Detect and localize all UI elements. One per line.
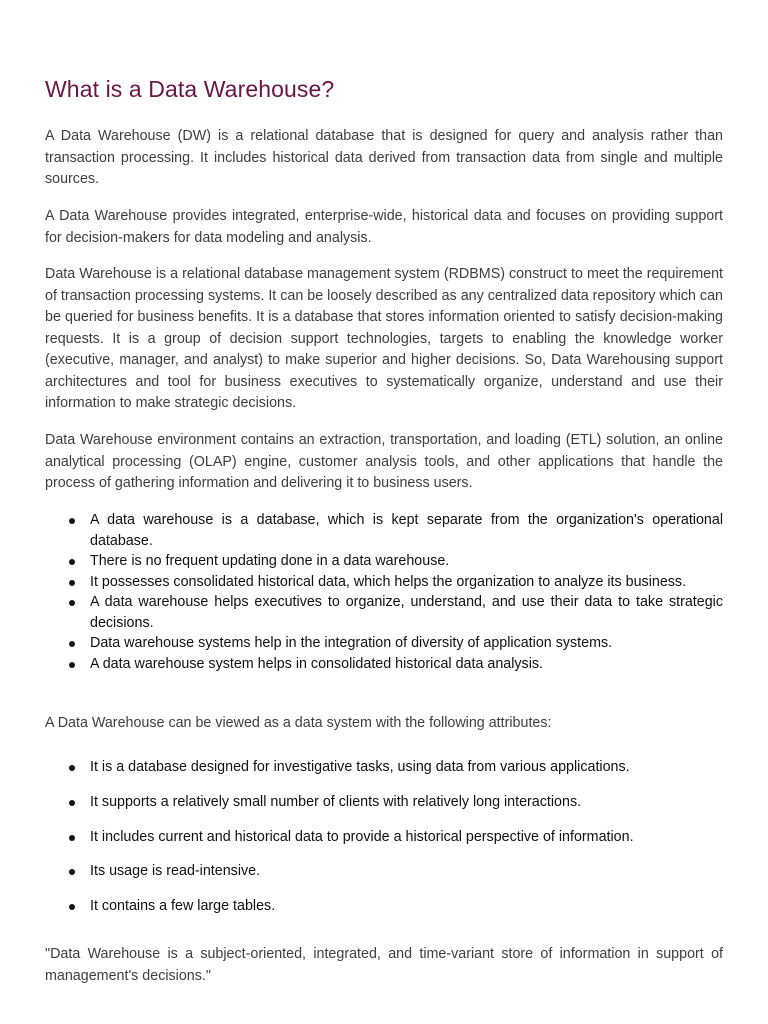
- list-item-text: A data warehouse helps executives to organize, understand, and use their data to take strategic decisions.: [90, 594, 723, 631]
- list-item-text: It includes current and historical data to provide a historical perspective of information.: [90, 828, 634, 845]
- bullet-icon: [69, 559, 75, 565]
- list-item-text: It contains a few large tables.: [90, 898, 276, 915]
- definition-quote: "Data Warehouse is a subject-oriented, integrated, and time-variant store of information in support of management's decisions.": [45, 946, 723, 984]
- list-item: [45, 896, 723, 931]
- list-item-text: A data warehouse is a database, which is kept separate from the organization's operational database.: [90, 512, 723, 549]
- bullet-icon: [69, 765, 75, 771]
- bullet-icon: [69, 580, 75, 586]
- paragraph-rdbms: Data Warehouse is a relational database management system (RDBMS) construct to meet the requirement of transaction processing systems. It can be loosely described as any centralized data repository which can be queried for business benefits. It is a database that stores information oriented to satisfy decision-making requests. It is a group of decision support technologies, targets to enabling the knowledge worker (executive, manager, and analyst) to make superior and higher decisions. So, Data Warehousing support architectures and tool for business executives to systematically organize, understand and use their information to make strategic decisions.: [45, 266, 723, 411]
- bullet-icon: [69, 662, 75, 668]
- bullet-icon: [69, 800, 75, 806]
- list-item-text: Data warehouse systems help in the integration of diversity of application systems.: [90, 635, 613, 651]
- bullet-icon: [69, 641, 75, 647]
- features-list: [45, 510, 723, 674]
- bullet-icon: [69, 518, 75, 524]
- list-item: [45, 572, 723, 593]
- bullet-icon: [69, 904, 75, 910]
- list-item: [45, 827, 723, 862]
- bullet-icon: [69, 869, 75, 875]
- page-title: What is a Data Warehouse?: [45, 76, 335, 102]
- list-item: [45, 861, 723, 896]
- attributes-list: [45, 757, 723, 931]
- list-item-text: Its usage is read-intensive.: [90, 863, 261, 880]
- paragraph-environment: Data Warehouse environment contains an extraction, transportation, and loading (ETL) solution, an online analytical processing (OLAP) engine, customer analysis tools, and other applications that handle the process of gathering information and delivering it to business users.: [45, 432, 723, 491]
- list-item: [45, 633, 723, 654]
- list-item-text: It is a database designed for investigative tasks, using data from various applications.: [90, 759, 630, 775]
- paragraph-integrated-data: A Data Warehouse provides integrated, enterprise-wide, historical data and focuses on providing support for decision-makers for data modeling and analysis.: [45, 208, 723, 246]
- list-item: [45, 510, 723, 551]
- list-item-text: A data warehouse system helps in consolidated historical data analysis.: [90, 655, 543, 672]
- list-item-text: There is no frequent updating done in a data warehouse.: [90, 553, 450, 569]
- list-item: [45, 757, 723, 792]
- list-item-text: It supports a relatively small number of clients with relatively long interactions.: [90, 793, 582, 810]
- list-item: [45, 551, 723, 572]
- paragraph-definition: A Data Warehouse (DW) is a relational database that is designed for query and analysis rather than transaction processing. It includes historical data derived from transaction data from single and multiple sources.: [45, 128, 723, 187]
- bullet-icon: [69, 600, 75, 606]
- list-item: [45, 792, 723, 827]
- list-item: [45, 592, 723, 633]
- list-item-text: It possesses consolidated historical data, which helps the organization to analyze its business.: [90, 573, 687, 590]
- list-item: [45, 654, 723, 675]
- bullet-icon: [69, 835, 75, 841]
- attributes-intro: A Data Warehouse can be viewed as a data system with the following attributes:: [45, 715, 552, 731]
